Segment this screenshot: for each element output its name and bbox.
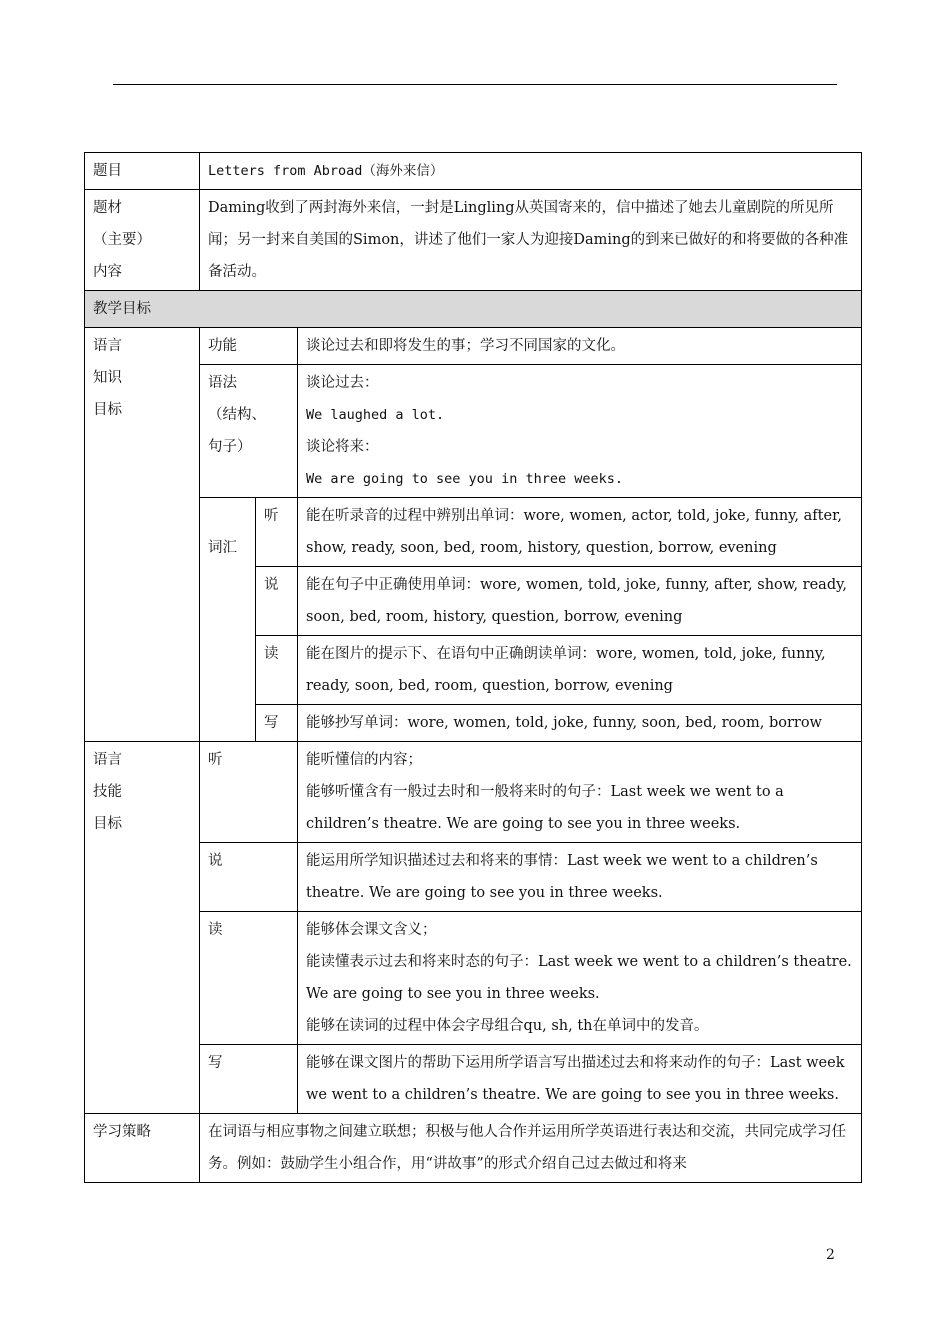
- vocab-read-label: 读: [256, 636, 298, 705]
- lang-knowledge-label: [85, 328, 200, 742]
- grammar-value: [298, 365, 862, 498]
- vocab-listen-value: 能在听录音的过程中辨别出单词：wore, women, actor, told, joke, funny, after, show, ready, soon, bed, room, history, question, borrow, evening: [298, 498, 862, 567]
- vocab-write-value: 能够抄写单词：wore, women, told, joke, funny, soon, bed, room, borrow: [298, 705, 862, 742]
- grammar-line: We are going to see you in three weeks.: [306, 471, 623, 487]
- lang-knowledge-label-line: 知识: [93, 370, 122, 386]
- header-rule: [113, 84, 837, 85]
- skill-write-label: 写: [200, 1045, 298, 1114]
- vocab-speak-value: 能在句子中正确使用单词：wore, women, told, joke, funny, after, show, ready, soon, bed, room, history, question, borrow, evening: [298, 567, 862, 636]
- vocab-write-label: 写: [256, 705, 298, 742]
- row-skill-read: [85, 912, 862, 1045]
- skill-write-value: 能够在课文图片的帮助下运用所学语言写出描述过去和将来动作的句子：Last week we went to a children’s theatre. We are going to see you in three weeks.: [298, 1045, 862, 1114]
- goals-header: 教学目标: [85, 291, 862, 328]
- skill-read-line: 能够体会课文含义；: [306, 922, 437, 938]
- grammar-line: 谈论将来：: [306, 439, 379, 455]
- vocab-listen-label: 听: [256, 498, 298, 567]
- skill-listen-label: 听: [200, 742, 298, 843]
- content-label-line: 内容: [93, 264, 122, 280]
- lang-skills-label-line: 技能: [93, 784, 122, 800]
- skill-read-value: [298, 912, 862, 1045]
- row-topic: [85, 153, 862, 190]
- strategy-value: 在词语与相应事物之间建立联想；积极与他人合作并运用所学英语进行表达和交流，共同完成学习任务。例如：鼓励学生小组合作，用“讲故事”的形式介绍自己过去做过和将来: [200, 1114, 862, 1183]
- function-value: 谈论过去和即将发生的事；学习不同国家的文化。: [298, 328, 862, 365]
- page-number: 2: [826, 1247, 835, 1263]
- lang-skills-label-line: 目标: [93, 816, 122, 832]
- row-vocab-listen: [85, 498, 862, 567]
- row-content: [85, 190, 862, 291]
- skill-speak-label: 说: [200, 843, 298, 912]
- skill-listen-line: 能够听懂含有一般过去时和一般将来时的句子：Last week we went to a children’s theatre. We are going to see you in three weeks.: [306, 784, 784, 832]
- row-strategy: [85, 1114, 862, 1183]
- vocab-label-text: 词汇: [208, 540, 237, 556]
- grammar-line: We laughed a lot.: [306, 407, 445, 423]
- row-skill-speak: [85, 843, 862, 912]
- lang-knowledge-label-line: 语言: [93, 338, 122, 354]
- row-skill-write: [85, 1045, 862, 1114]
- function-label: 功能: [200, 328, 298, 365]
- content-label-line: 题材: [93, 200, 122, 216]
- topic-value: Letters from Abroad（海外来信）: [200, 153, 862, 190]
- skill-read-line: 能够在读词的过程中体会字母组合qu, sh, th在单词中的发音。: [306, 1018, 709, 1034]
- skill-listen-value: [298, 742, 862, 843]
- vocab-label: [200, 498, 256, 742]
- vocab-speak-label: 说: [256, 567, 298, 636]
- row-grammar: [85, 365, 862, 498]
- row-goals-header: [85, 291, 862, 328]
- skill-speak-value: 能运用所学知识描述过去和将来的事情：Last week we went to a children’s theatre. We are going to see you in three weeks.: [298, 843, 862, 912]
- lesson-plan-table: [84, 152, 862, 1183]
- vocab-read-value: 能在图片的提示下、在语句中正确朗读单词：wore, women, told, joke, funny, ready, soon, bed, room, question, borrow, evening: [298, 636, 862, 705]
- lang-skills-label: [85, 742, 200, 1114]
- grammar-label-line: （结构、: [208, 407, 266, 423]
- row-function: [85, 328, 862, 365]
- content-label: [85, 190, 200, 291]
- content-value: Daming收到了两封海外来信，一封是Lingling从英国寄来的，信中描述了她去儿童剧院的所见所闻；另一封来自美国的Simon，讲述了他们一家人为迎接Daming的到来已做好的和将要做的各种准备活动。: [200, 190, 862, 291]
- skill-read-line: 能读懂表示过去和将来时态的句子：Last week we went to a children’s theatre. We are going to see you in three weeks.: [306, 954, 852, 1002]
- grammar-label-line: 句子）: [208, 439, 252, 455]
- strategy-label: 学习策略: [85, 1114, 200, 1183]
- lang-skills-label-line: 语言: [93, 752, 122, 768]
- grammar-line: 谈论过去：: [306, 375, 379, 391]
- grammar-label: [200, 365, 298, 498]
- skill-listen-line: 能听懂信的内容；: [306, 752, 422, 768]
- row-skill-listen: [85, 742, 862, 843]
- topic-label: 题目: [85, 153, 200, 190]
- content-label-line: （主要）: [93, 232, 151, 248]
- lang-knowledge-label-line: 目标: [93, 402, 122, 418]
- grammar-label-line: 语法: [208, 375, 237, 391]
- skill-read-label: 读: [200, 912, 298, 1045]
